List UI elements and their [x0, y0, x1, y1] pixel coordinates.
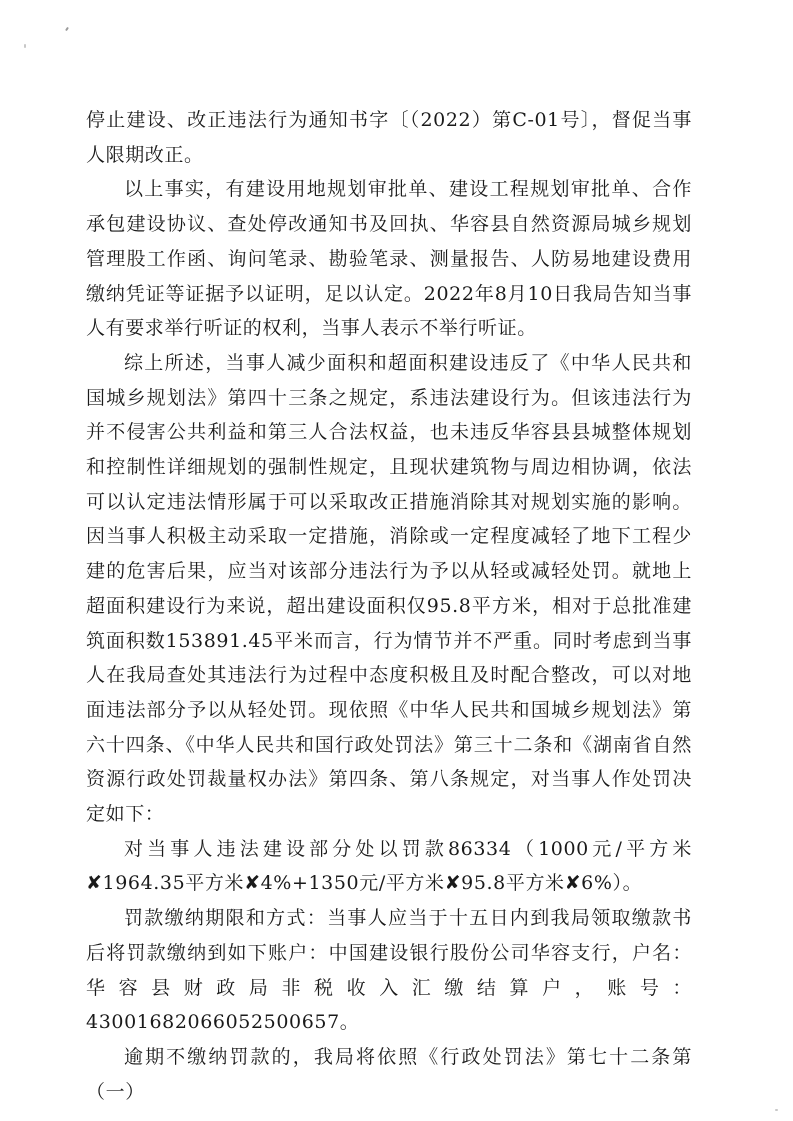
- scan-speck: [65, 27, 69, 31]
- paragraph-penalty: 对当事人违法建设部分处以罚款86334（1000元/平方米✘1964.35平方米✘4%+1350元/平方米✘95.8平方米✘6%）。: [86, 837, 692, 895]
- scan-speck: [24, 44, 26, 48]
- document-body: [86, 103, 692, 1109]
- paragraph-analysis: 综上所述，当事人减少面积和超面积建设违反了《中华人民共和国城乡规划法》第四十三条之规定，系违法建设行为。但该违法行为并不侵害公共利益和第三人合法权益，也未违反华容县县城整体规划和控制性详细规划的强制性规定，且现状建筑物与周边相协调，依法可以认定违法情形属于可以采取改正措施消除其对规划实施的影响。因当事人积极主动采取一定措施，消除或一定程度减轻了地下工程少建的危害后果，应当对该部分违法行为予以从轻或减轻处罚。就地上超面积建设行为来说，超出建设面积仅95.8平方米，相对于总批准建筑面积数153891.45平米而言，行为情节并不严重。同时考虑到当事人在我局查处其违法行为过程中态度积极且及时配合整改，可以对地面违法部分予以从轻处罚。现依照《中华人民共和国城乡规划法》第六十四条、《中华人民共和国行政处罚法》第三十二条和《湖南省自然资源行政处罚裁量权办法》第四条、第八条规定，对当事人作处罚决定如下：: [86, 351, 692, 826]
- paragraph-payment: 罚款缴纳期限和方式：当事人应当于十五日内到我局领取缴款书后将罚款缴纳到如下账户：中国建设银行股份公司华容支行，户名：华容县财政局非税收入汇缴结算户，账号：43001682066052500657。: [86, 907, 692, 1034]
- paragraph-overdue: 逾期不缴纳罚款的，我局将依照《行政处罚法》第七十二条第（一）: [86, 1045, 692, 1103]
- scan-speck: [775, 1109, 778, 1111]
- paragraph-evidence: 以上事实，有建设用地规划审批单、建设工程规划审批单、合作承包建设协议、查处停改通知书及回执、华容县自然资源局城乡规划管理股工作函、询问笔录、勘验笔录、测量报告、人防易地建设费用缴纳凭证等证据予以证明，足以认定。2022年8月10日我局告知当事人有要求举行听证的权利，当事人表示不举行听证。: [86, 178, 692, 340]
- paragraph-continuation: 停止建设、改正违法行为通知书字〔（2022）第C-01号〕，督促当事人限期改正。: [86, 109, 692, 166]
